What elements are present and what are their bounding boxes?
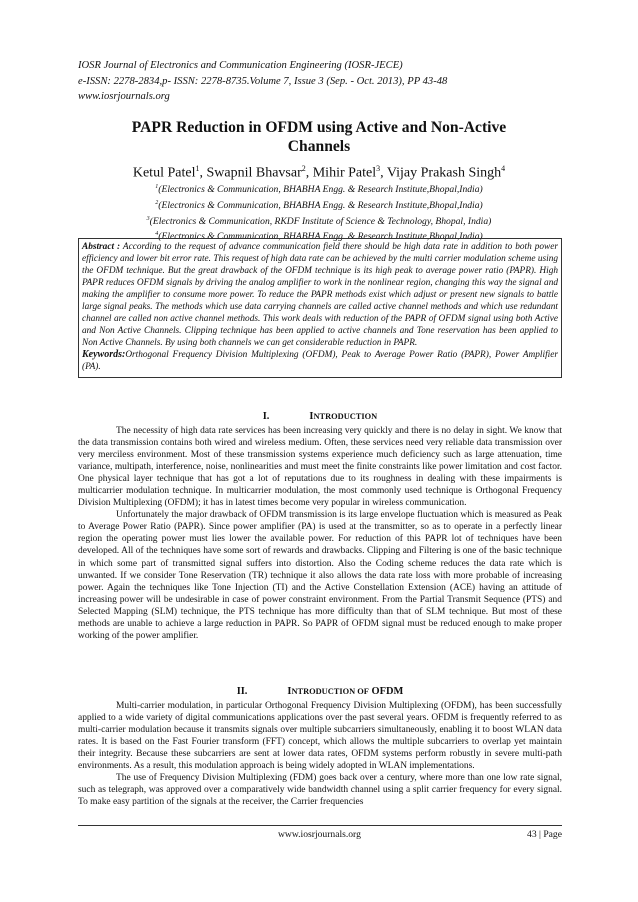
author-sep: ,: [380, 165, 387, 181]
affiliation-text: (Electronics & Communication, BHABHA Engg. & Research Institute,Bhopal,India): [158, 231, 483, 243]
author-sup: 1: [195, 164, 200, 173]
author-name: Ketul Patel: [132, 165, 196, 181]
affiliation-list: [78, 181, 560, 244]
abstract-text: According to the request of advance communication field there should be high data rate in addition to both power efficiency and lower bit error rate. This request of high data rate can be achieved by the multi carrier modulation scheme using the OFDM technique. But the great drawback of the OFDM technique is its high peak to average power ratio (PAPR). High PAPR reduces OFDM signals by driving the analog amplifier to work in the nonlinear region, changing this way the signal and making the amplifier to consume more power. To reduce the PAPR methods exist which adjust or present new signals to battle large signal peaks. The methods which use data carrying channels are called active channel methods and which use redundant channel are called non active channel methods. This work deals with reduction of the PAPR of OFDM signal using both Active and Non Active Channels. Clipping technique has been applied to active channels and Tone reservation has been applied to Non Active Channels. By using both channels we can get considerable reduction in PAPR.: [82, 242, 558, 349]
section-number: II.: [236, 686, 248, 697]
section-heading-1: [78, 411, 562, 422]
journal-issn: e-ISSN: 2278-2834,p- ISSN: 2278-8735.Volume 7, Issue 3 (Sep. - Oct. 2013), PP 43-48: [78, 75, 448, 87]
section-title-rest: NTRODUCTION: [313, 412, 378, 421]
affiliation-sup: 1: [155, 184, 159, 190]
section-1-body: [78, 425, 562, 642]
author-name: Vijay Prakash Singh: [386, 165, 502, 181]
page-footer: [78, 825, 562, 840]
paper-title: [78, 118, 560, 156]
affiliation-text: (Electronics & Communication, BHABHA Engg. & Research Institute,Bhopal,India): [158, 199, 483, 211]
section-title-rest: NTRODUCTION OF: [291, 687, 369, 696]
section-number: I.: [262, 411, 270, 422]
journal-website: www.iosrjournals.org: [78, 91, 170, 102]
affiliation-sup: 3: [146, 215, 150, 222]
paragraph: Multi-carrier modulation, in particular Orthogonal Frequency Division Multiplexing (OFDM), has been successfully applied to a wide variety of digital communications applications over the past several years. OFDM is frequently referred to as multi-carrier modulation because it transmits signals over multiple subcarriers simultaneously, enabling it to boost WLAN data rates. It is based on the Fast Fourier transform (FFT) concept, which allows the multiple subcarriers to overlap yet maintain their integrity. Because these subcarriers are sent at lower data rates, OFDM systems perform robustly in severe multi-path environments. As a result, this modulation approach is being widely adopted in WLAN implementations.: [78, 701, 562, 772]
abstract-label: Abstract :: [82, 242, 121, 252]
paragraph: The use of Frequency Division Multiplexing (FDM) goes back over a century, where more than one low rate signal, such as telegraph, was approved over a comparatively wide bandwidth channel using a split carrier frequency for every signal. To make easy partition of the signals at the receiver, the Carrier frequencies: [78, 773, 562, 808]
author-name: Swapnil Bhavsar: [206, 165, 302, 181]
author-list: [78, 160, 560, 182]
author-sep: ,: [199, 165, 207, 181]
author-sup: 2: [301, 164, 306, 173]
author-sup: 4: [501, 164, 506, 173]
keywords-label: Keywords:: [82, 349, 126, 361]
section-2-body: [78, 700, 562, 808]
affiliation-text: (Electronics & Communication, BHABHA Engg. & Research Institute,Bhopal,India): [158, 184, 483, 196]
author-sup: 3: [376, 164, 381, 173]
footer-website: www.iosrjournals.org: [278, 829, 361, 840]
abstract-box: [78, 238, 562, 378]
journal-name: IOSR Journal of Electronics and Communication Engineering (IOSR-JECE): [78, 60, 403, 71]
section-title-tail: OFDM: [371, 686, 404, 697]
page-number: 43 | Page: [527, 829, 562, 840]
section-title-initial: I: [287, 686, 292, 697]
affiliation: [78, 197, 560, 213]
author-name: Mihir Patel: [312, 165, 377, 181]
paragraph: Unfortunately the major drawback of OFDM transmission is its large envelope fluctuation which is measured as Peak to Average Power Ratio (PAPR). Since power amplifier (PA) is used at the transmitter, so as to operate in a perfectly linear region the operating power must lies lower the available power. For reduction of this PAPR lot of techniques have been developed. All of the techniques have some sort of rewards and drawbacks. Clipping and Filtering is one of the basic technique in which some part of transmitted signal suffers into distortion. Also the Coding scheme reduces the data rate which is unwanted. If we consider Tone Reservation (TR) technique it also allows the data rate loss with more probable of increasing power. Again the techniques like Tone Injection (TI) and the Active Constellation Extension (ACE) having an attitude of increasing power will be undesirable in case of power constraint environment. From the Partial Transmit Sequence (PTS) and Selected Mapping (SLM) technique, the PTS technique has more difficulty than that of SLM technique. But most of these methods are unable to achieve a large reduction in PAPR. So PAPR of OFDM signal must be reduced enough to make proper working of the power amplifier.: [78, 510, 562, 641]
keywords-text: Orthogonal Frequency Division Multiplexing (OFDM), Peak to Average Power Ratio (PAPR), Power Amplifier (PA).: [82, 350, 558, 373]
paper-title-line1: PAPR Reduction in OFDM using Active and Non-Active: [131, 119, 507, 136]
section-heading-2: [78, 686, 562, 697]
section-title-initial: I: [309, 411, 314, 422]
affiliation-sup: 2: [155, 199, 159, 206]
paper-title-line2: Channels: [287, 138, 351, 155]
paragraph: The necessity of high data rate services has been increasing very quickly and there is no delay in sight. We know that the data transmission contains both wired and wireless medium. Often, these services need very reliable data transmission over very merciless environment. Most of these transmission systems experience much deficiency such as large attenuation, time variance, multipath, interference, noise, nonlinearities and must meet the finite constraints like power limitation and cost factor. One physical layer technique that has got a lot of reputations due to its roughness in dealing with these impairments is multicarrier modulation technique. In multicarrier modulation, the most commonly used technique is Orthogonal Frequency Division Multiplexing (OFDM); it has in latest times become very popular in wireless communication.: [78, 426, 562, 509]
affiliation: [78, 181, 560, 197]
author-sep: ,: [305, 165, 313, 181]
affiliation-sup: 4: [155, 231, 159, 238]
affiliation: [78, 213, 560, 229]
affiliation-text: (Electronics & Communication, RKDF Institute of Science & Technology, Bhopal, India): [149, 215, 492, 227]
journal-header: [78, 58, 578, 105]
